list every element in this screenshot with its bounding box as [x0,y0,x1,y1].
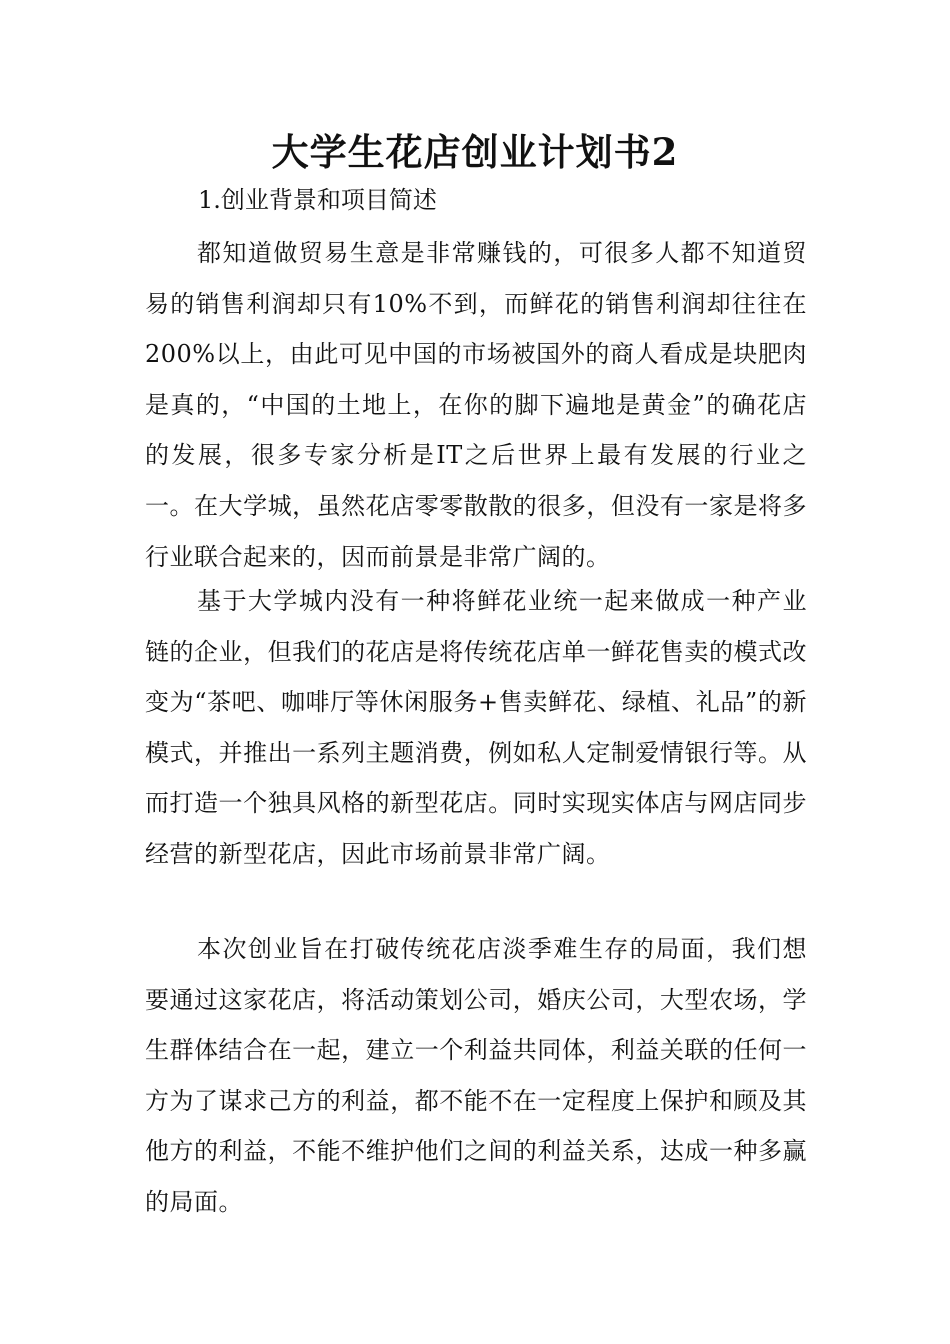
paragraph: 本次创业旨在打破传统花店淡季难生存的局面，我们想要通过这家花店，将活动策划公司，婚庆公司，大型农场，学生群体结合在一起，建立一个利益共同体，利益关联的任何一方为了谋求己方的利益，都不能不在一定程度上保护和顾及其他方的利益，不能不维护他们之间的利益关系，达成一种多赢的局面。 [145,935,807,1216]
document-title: 大学生花店创业计划书2 [271,130,679,174]
paragraph: 基于大学城内没有一种将鲜花业统一起来做成一种产业链的企业，但我们的花店是将传统花店单一鲜花售卖的模式改变为“茶吧、咖啡厅等休闲服务+售卖鲜花、绿植、礼品”的新模式，并推出一系列主题消费，例如私人定制爱情银行等。从而打造一个独具风格的新型花店。同时实现实体店与网店同步经营的新型花店，因此市场前景非常广阔。 [145,587,807,868]
section-heading: 1.创业背景和项目简述 [198,186,437,214]
paragraph: 都知道做贸易生意是非常赚钱的，可很多人都不知道贸易的销售利润却只有10%不到，而鲜花的销售利润却往往在200%以上，由此可见中国的市场被国外的商人看成是块肥肉是真的，“中国的土地上，在你的脚下遍地是黄金”的确花店的发展，很多专家分析是IT之后世界上最有发展的行业之一。在大学城，虽然花店零零散散的很多，但没有一家是将多行业联合起来的，因而前景是非常广阔的。 [145,239,807,571]
